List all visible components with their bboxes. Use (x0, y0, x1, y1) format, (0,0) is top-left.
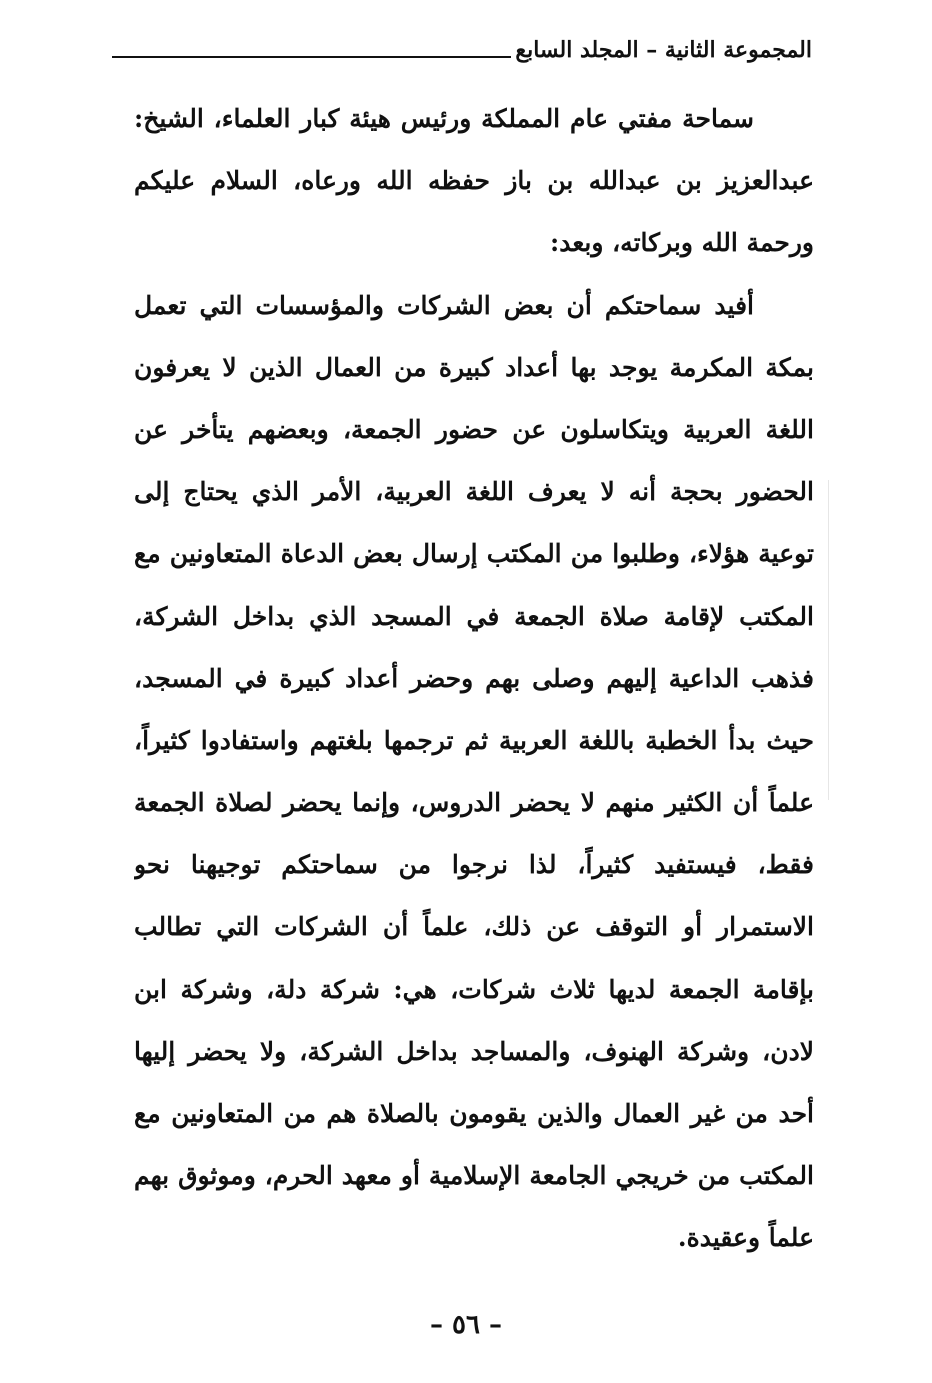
text-line: فذهب الداعية إليهم وصلى بهم وحضر أعداد كبيرة في المسجد، (134, 663, 814, 693)
text-line: حيث بدأ الخطبة باللغة العربية ثم ترجمها بلغتهم واستفادوا كثيراً، (134, 725, 814, 755)
text-line: لادن، وشركة الهنوف، والمساجد بداخل الشركة، ولا يحضر إليها (134, 1036, 814, 1066)
text-line: أفيد سماحتكم أن بعض الشركات والمؤسسات التي تعمل (134, 290, 754, 320)
text-line: أحد من غير العمال والذين يقومون بالصلاة هم من المتعاونين مع (134, 1099, 814, 1128)
header-rule (112, 56, 511, 58)
letter-body (134, 88, 814, 1270)
text-line: علماً وعقيدة. (677, 1223, 814, 1253)
text-line: فقط، فيستفيد كثيراً، لذا نرجوا من سماحتكم توجيهنا نحو (134, 850, 814, 880)
running-header-title: المجموعة الثانية – المجلد السابع (515, 37, 812, 63)
text-line: المكتب من خريجي الجامعة الإسلامية أو معهد الحرم، وموثوق بهم (134, 1161, 814, 1191)
text-line: سماحة مفتي عام المملكة ورئيس هيئة كبار العلماء، الشيخ: (134, 104, 754, 133)
page-number: – ٥٦ – (429, 1310, 503, 1340)
text-line: بإقامة الجمعة لديها ثلاث شركات، هي: شركة دلة، وشركة ابن (134, 974, 814, 1004)
text-line: الاستمرار أو التوقف عن ذلك، علماً أن الشركات التي تطالب (134, 912, 814, 942)
text-line: اللغة العربية ويتكاسلون عن حضور الجمعة، وبعضهم يتأخر عن (134, 414, 814, 444)
running-header (112, 30, 812, 70)
text-line: توعية هؤلاء، وطلبوا من المكتب إرسال بعض الدعاة المتعاونين مع (134, 539, 814, 569)
text-line: عبدالعزيز بن عبدالله بن باز حفظه الله ورعاه، السلام عليكم (134, 166, 814, 196)
text-line: علماً أن الكثير منهم لا يحضر الدروس، وإنما يحضر لصلاة الجمعة (134, 788, 814, 818)
page-crease-mark (828, 480, 829, 800)
text-line: المكتب لإقامة صلاة الجمعة في المسجد الذي بداخل الشركة، (134, 601, 814, 631)
text-line: ورحمة الله وبركاته، وبعد: (549, 228, 814, 258)
text-line: الحضور بحجة أنه لا يعرف اللغة العربية، الأمر الذي يحتاج إلى (134, 477, 814, 507)
text-line: بمكة المكرمة يوجد بها أعداد كبيرة من العمال الذين لا يعرفون (134, 352, 814, 382)
